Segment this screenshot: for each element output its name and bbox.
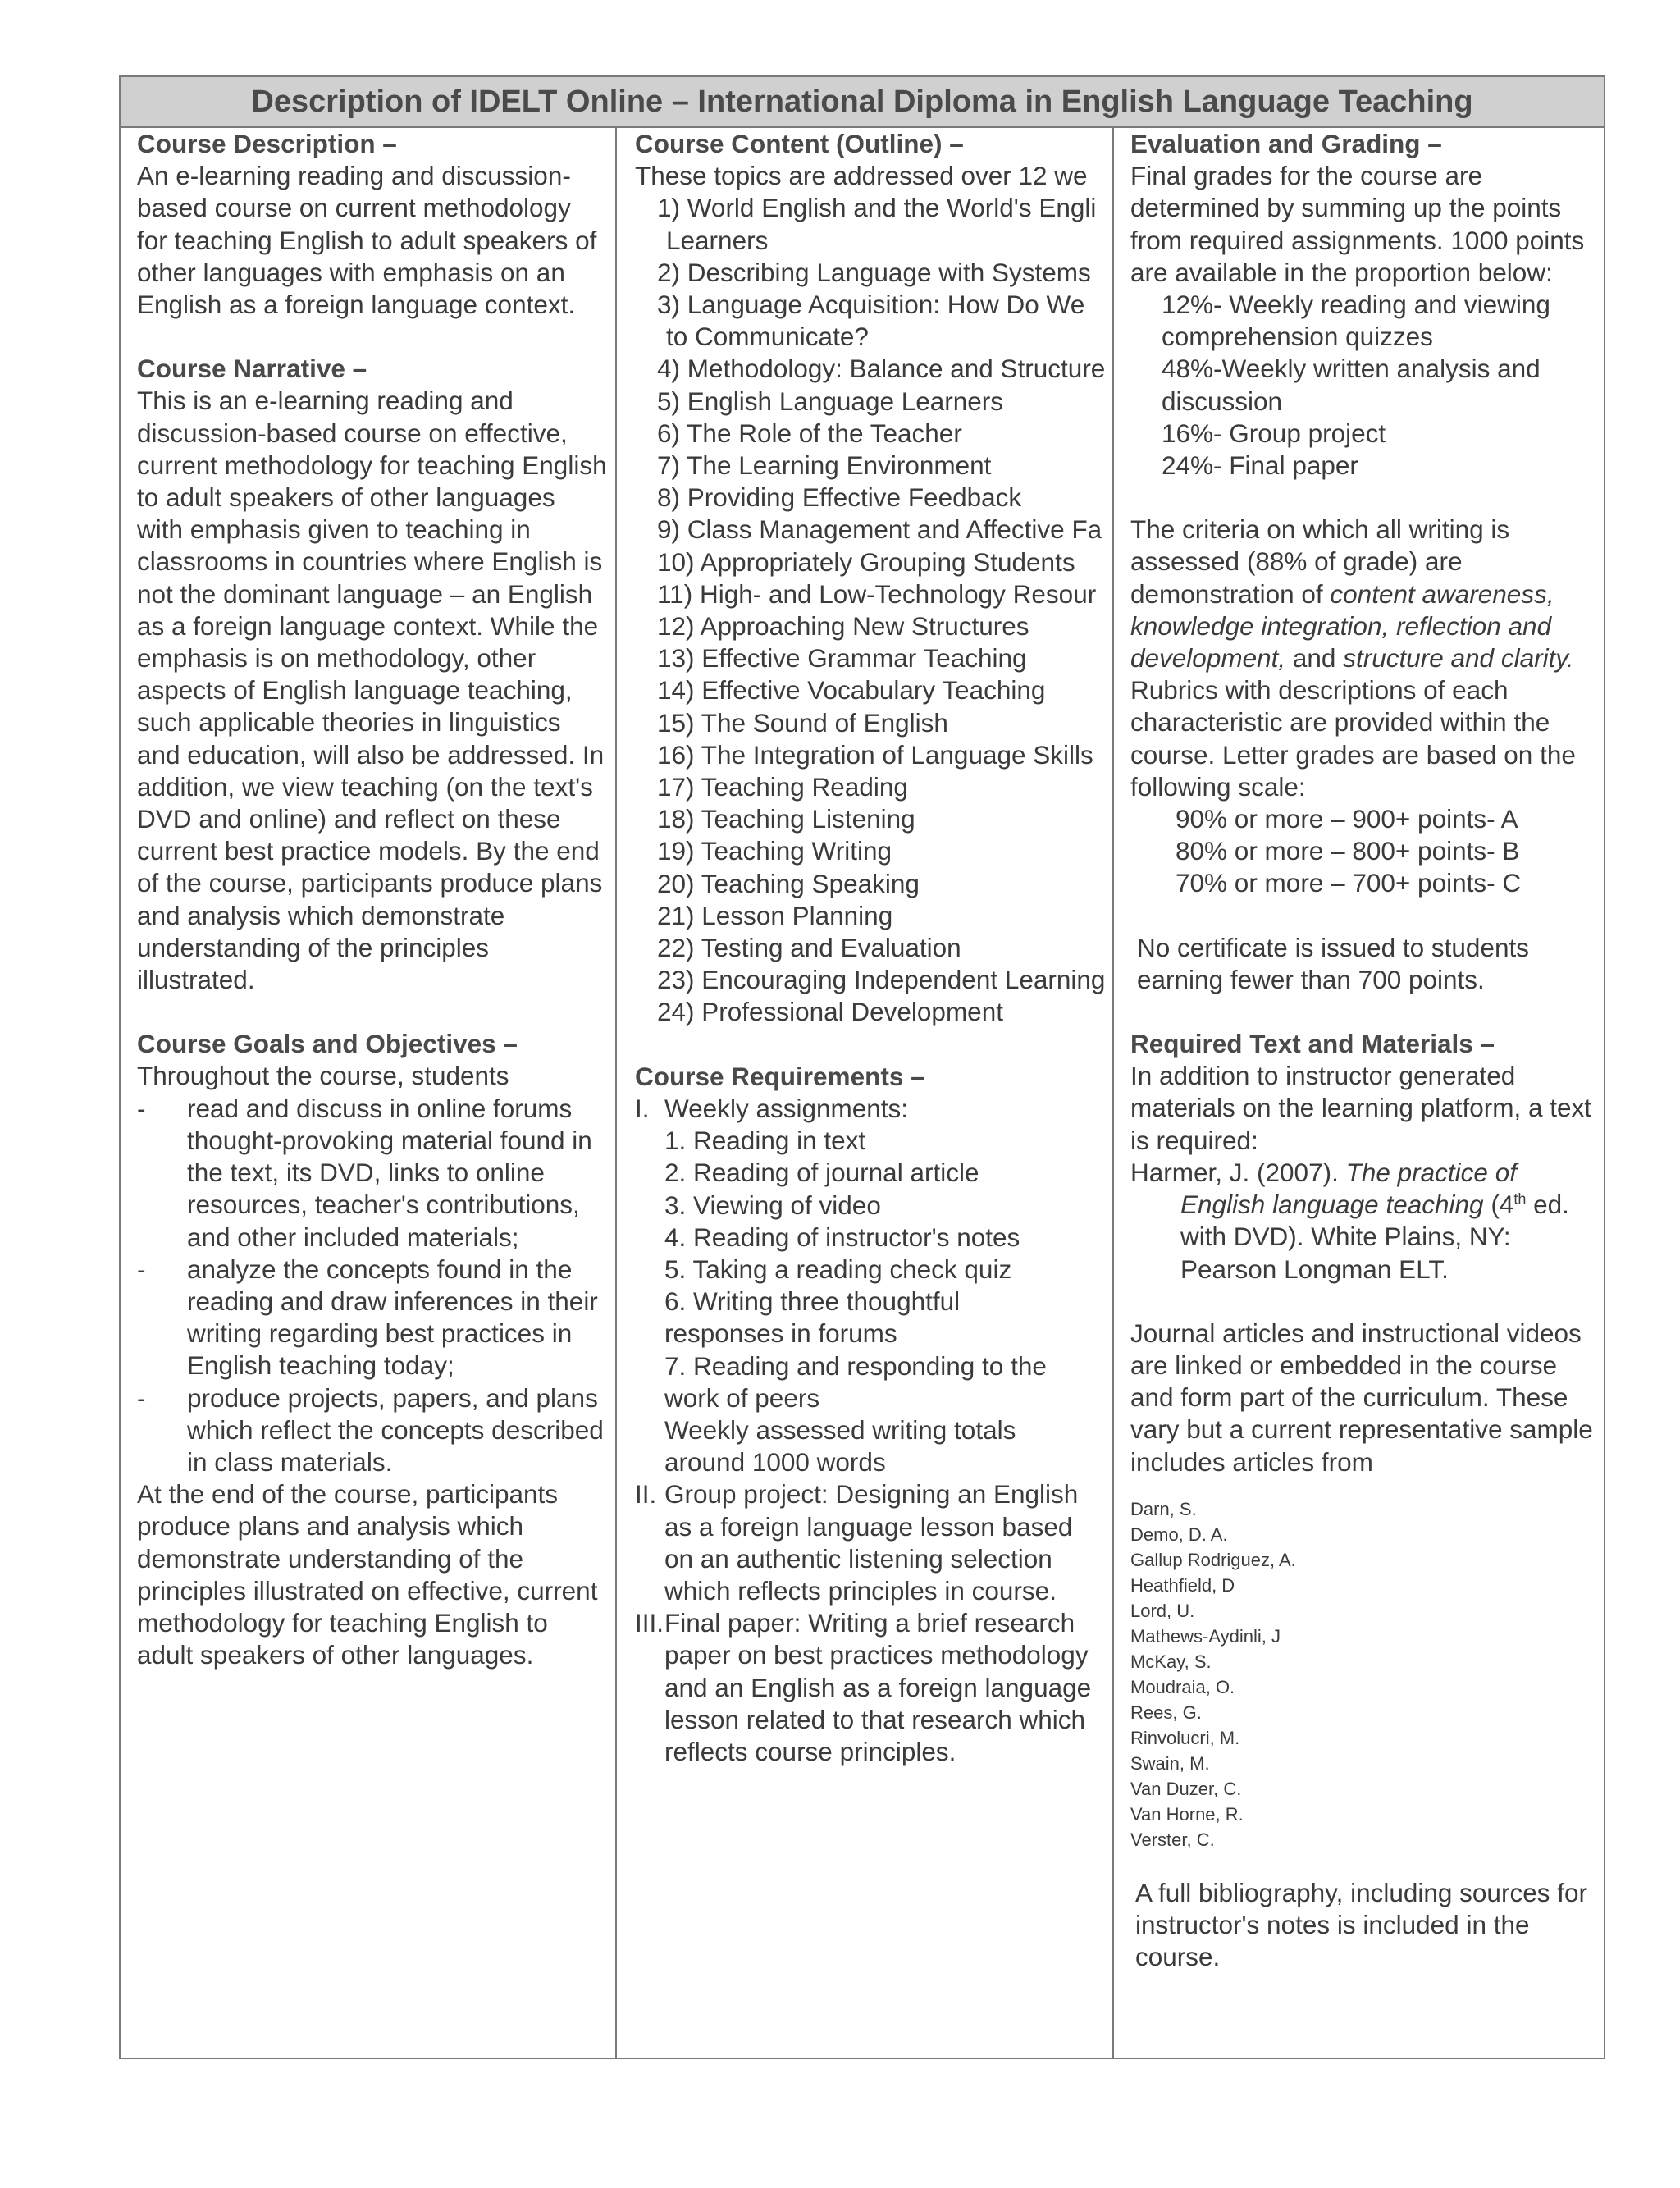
topic-item: to Communicate? (666, 322, 869, 352)
requirement-number: II. (635, 1479, 657, 1510)
requirement-number: I. (635, 1093, 650, 1123)
course-description-heading: Course Description – (137, 129, 397, 158)
author-item: Darn, S. (1130, 1498, 1197, 1519)
proportion-item: 48%-Weekly written analysis and discussion (1162, 354, 1541, 416)
assignment-item: 7. Reading and responding to the (664, 1350, 1047, 1381)
author-item: McKay, S. (1130, 1651, 1212, 1672)
topic-item: 1) World English and the World's Engli (657, 193, 1097, 223)
requirement-item (635, 1607, 1112, 1768)
topic-item: 14) Effective Vocabulary Teaching (657, 675, 1046, 706)
topic-item: 21) Lesson Planning (657, 900, 893, 930)
topic-item: 2) Describing Language with Systems (657, 257, 1091, 287)
assignment-item: Weekly assessed writing totals (664, 1414, 1016, 1445)
goal-text: read and discuss in online forums thought-provoking material found in the text, its DVD, links to online resources, teacher's contributions, and other included materials; (187, 1093, 592, 1252)
author-item: Mathews-Aydinli, J (1130, 1625, 1281, 1647)
goal-item (137, 1254, 607, 1382)
requirement-number: III. (635, 1608, 664, 1638)
author-item: Gallup Rodriguez, A. (1130, 1549, 1296, 1570)
author-item: Rinvolucri, M. (1130, 1727, 1240, 1748)
topic-item: 19) Teaching Writing (657, 836, 892, 866)
criteria-part: Rubrics with descriptions of each characteristic are provided within the course. Letter grades are based on the following scale: (1130, 675, 1576, 802)
proportion-item: 16%- Group project (1162, 418, 1386, 448)
requirement-item (635, 1093, 1112, 1125)
topic-item: 22) Testing and Evaluation (657, 933, 961, 963)
topic-item: 8) Providing Effective Feedback (657, 482, 1022, 513)
topic-item: 6) The Role of the Teacher (657, 418, 962, 448)
grade-scale-item: 70% or more – 700+ points- C (1176, 868, 1522, 898)
assignment-item: responses in forums (664, 1318, 897, 1349)
proportion-item: 24%- Final paper (1162, 450, 1358, 481)
book-publisher: ed. with DVD). White Plains, NY: Pearson Longman ELT. (1180, 1190, 1569, 1284)
topic-item: 17) Teaching Reading (657, 772, 908, 802)
document-title: Description of IDELT Online – International Diploma in English Language Teaching (121, 77, 1604, 128)
required-text-heading: Required Text and Materials – (1130, 1029, 1495, 1059)
assignment-item: 4. Reading of instructor's notes (664, 1222, 1020, 1252)
assignment-item: 1. Reading in text (664, 1126, 866, 1156)
assignment-item: 2. Reading of journal article (664, 1158, 979, 1188)
topic-item: 23) Encouraging Independent Learning (657, 965, 1106, 995)
evaluation-text: Final grades for the course are determined by summing up the points from required assignments. 1000 points are available in the proportion below: (1130, 161, 1585, 287)
assignment-item: 6. Writing three thoughtful (664, 1286, 961, 1317)
course-content-heading: Course Content (Outline) – (635, 129, 964, 158)
topic-item: 12) Approaching New Structures (657, 611, 1029, 642)
book-edition: (4 (1491, 1190, 1514, 1220)
topic-item: 16) The Integration of Language Skills (657, 739, 1093, 770)
criteria-part: The criteria on which all writing is assessed (88% of grade) are demonstration of (1130, 514, 1510, 609)
required-text-intro: In addition to instructor generated materials on the learning platform, a text is required: (1130, 1061, 1592, 1155)
requirement-text: Weekly assignments: (664, 1093, 909, 1123)
author-item: Heathfield, D (1130, 1574, 1235, 1596)
topic-item: 20) Teaching Speaking (657, 868, 920, 898)
course-goals-intro: Throughout the course, students (137, 1061, 509, 1091)
goal-item (137, 1382, 607, 1479)
evaluation-heading: Evaluation and Grading – (1130, 129, 1442, 158)
requirement-text: Final paper: Writing a brief research paper on best practices methodology and an English as a foreign language lesson related to that research which reflects course principles. (664, 1608, 1092, 1766)
grade-scale-item: 80% or more – 800+ points- B (1176, 836, 1520, 866)
journal-articles-text: Journal articles and instructional videos are linked or embedded in the course and form part of the curriculum. These vary but a current representative sample includes articles from (1130, 1318, 1593, 1477)
assignment-item: around 1000 words (664, 1447, 886, 1478)
criteria-italic: structure and clarity. (1343, 643, 1574, 674)
author-item: Demo, D. A. (1130, 1523, 1228, 1545)
course-description-text: An e-learning reading and discussion-based course on current methodology for teaching English to adult speakers of other languages with emphasis on an English as a foreign language context. (137, 161, 597, 320)
proportion-item: 12%- Weekly reading and viewing comprehension quizzes (1162, 290, 1550, 352)
assignment-item: 5. Taking a reading check quiz (664, 1254, 1012, 1284)
course-narrative-heading: Course Narrative – (137, 354, 368, 384)
book-edition-sup: th (1513, 1190, 1527, 1208)
goal-dash: - (137, 1093, 146, 1123)
author-item: Moudraia, O. (1130, 1676, 1235, 1697)
author-item: Verster, C. (1130, 1829, 1215, 1850)
goal-text: produce projects, papers, and plans which reflect the concepts described in class materials. (187, 1382, 604, 1477)
course-requirements-heading: Course Requirements – (635, 1061, 925, 1091)
requirement-item (635, 1478, 1112, 1607)
topic-item: 13) Effective Grammar Teaching (657, 643, 1027, 674)
topic-item: 18) Teaching Listening (657, 804, 915, 834)
criteria-italic: content awareness, knowledge integration, reflection and development, (1130, 578, 1554, 674)
topic-item: 15) The Sound of English (657, 707, 948, 738)
author-item: Lord, U. (1130, 1600, 1195, 1621)
topic-item: 4) Methodology: Balance and Structure (657, 354, 1106, 384)
assignment-item: work of peers (664, 1382, 820, 1413)
goal-dash: - (137, 1254, 146, 1284)
assignment-item: 3. Viewing of video (664, 1190, 881, 1220)
topic-item: 7) The Learning Environment (657, 450, 992, 481)
topic-item: 3) Language Acquisition: How Do We (657, 290, 1085, 320)
column-course-description (121, 128, 617, 2058)
requirement-text: Group project: Designing an English as a foreign language lesson based on an authentic listening selection which reflects principles in course. (664, 1479, 1079, 1606)
goal-dash: - (137, 1382, 146, 1413)
criteria-text (1130, 514, 1597, 803)
topic-item: 9) Class Management and Affective Fa (657, 514, 1102, 545)
topic-item: 24) Professional Development (657, 997, 1003, 1027)
author-item: Van Duzer, C. (1130, 1778, 1242, 1799)
book-citation (1130, 1157, 1597, 1286)
topic-item: Learners (666, 225, 769, 255)
criteria-part: and (1292, 643, 1336, 674)
topic-item: 10) Appropriately Grouping Students (657, 546, 1075, 577)
description-table (119, 75, 1605, 2059)
author-item: Van Horne, R. (1130, 1803, 1244, 1825)
course-goals-outro: At the end of the course, participants produce plans and analysis which demonstrate understanding of the principles illustrated on effective, current methodology for teaching English to adult speakers of other languages. (137, 1479, 598, 1670)
goal-text: analyze the concepts found in the reading and draw inferences in their writing regarding best practices in English teaching today; (187, 1254, 598, 1381)
course-narrative-text: This is an e-learning reading and discussion-based course on effective, current methodology for teaching English to adult speakers of other languages with emphasis given to teaching in classrooms in countries where English is not the dominant language – an English as a foreign language context. While the emphasis is on methodology, other aspects of English language teaching, such applicable theories in linguistics and education, will also be addressed. In addition, we view teaching (on the text's DVD and online) and reflect on these current best practice models. By the end of the course, participants produce plans and analysis which demonstrate understanding of the principles illustrated. (137, 386, 607, 995)
book-author: Harmer, J. (2007). (1130, 1157, 1339, 1187)
course-content-intro: These topics are addressed over 12 we (635, 161, 1088, 191)
grade-scale-item: 90% or more – 900+ points- A (1176, 804, 1518, 834)
book-title: The practice of English language teaching (1180, 1157, 1517, 1220)
author-item: Rees, G. (1130, 1702, 1202, 1723)
topic-item: 11) High- and Low-Technology Resour (657, 578, 1097, 609)
certificate-note: No certificate is issued to students earning fewer than 700 points. (1137, 932, 1529, 994)
course-goals-heading: Course Goals and Objectives – (137, 1029, 518, 1059)
author-item: Swain, M. (1130, 1752, 1210, 1774)
goal-item (137, 1093, 607, 1254)
column-course-content (617, 128, 1114, 2058)
bibliography-note: A full bibliography, including sources for instructor's notes is included in the course. (1135, 1877, 1587, 1972)
topic-item: 5) English Language Learners (657, 386, 1004, 416)
column-evaluation (1114, 128, 1605, 2058)
